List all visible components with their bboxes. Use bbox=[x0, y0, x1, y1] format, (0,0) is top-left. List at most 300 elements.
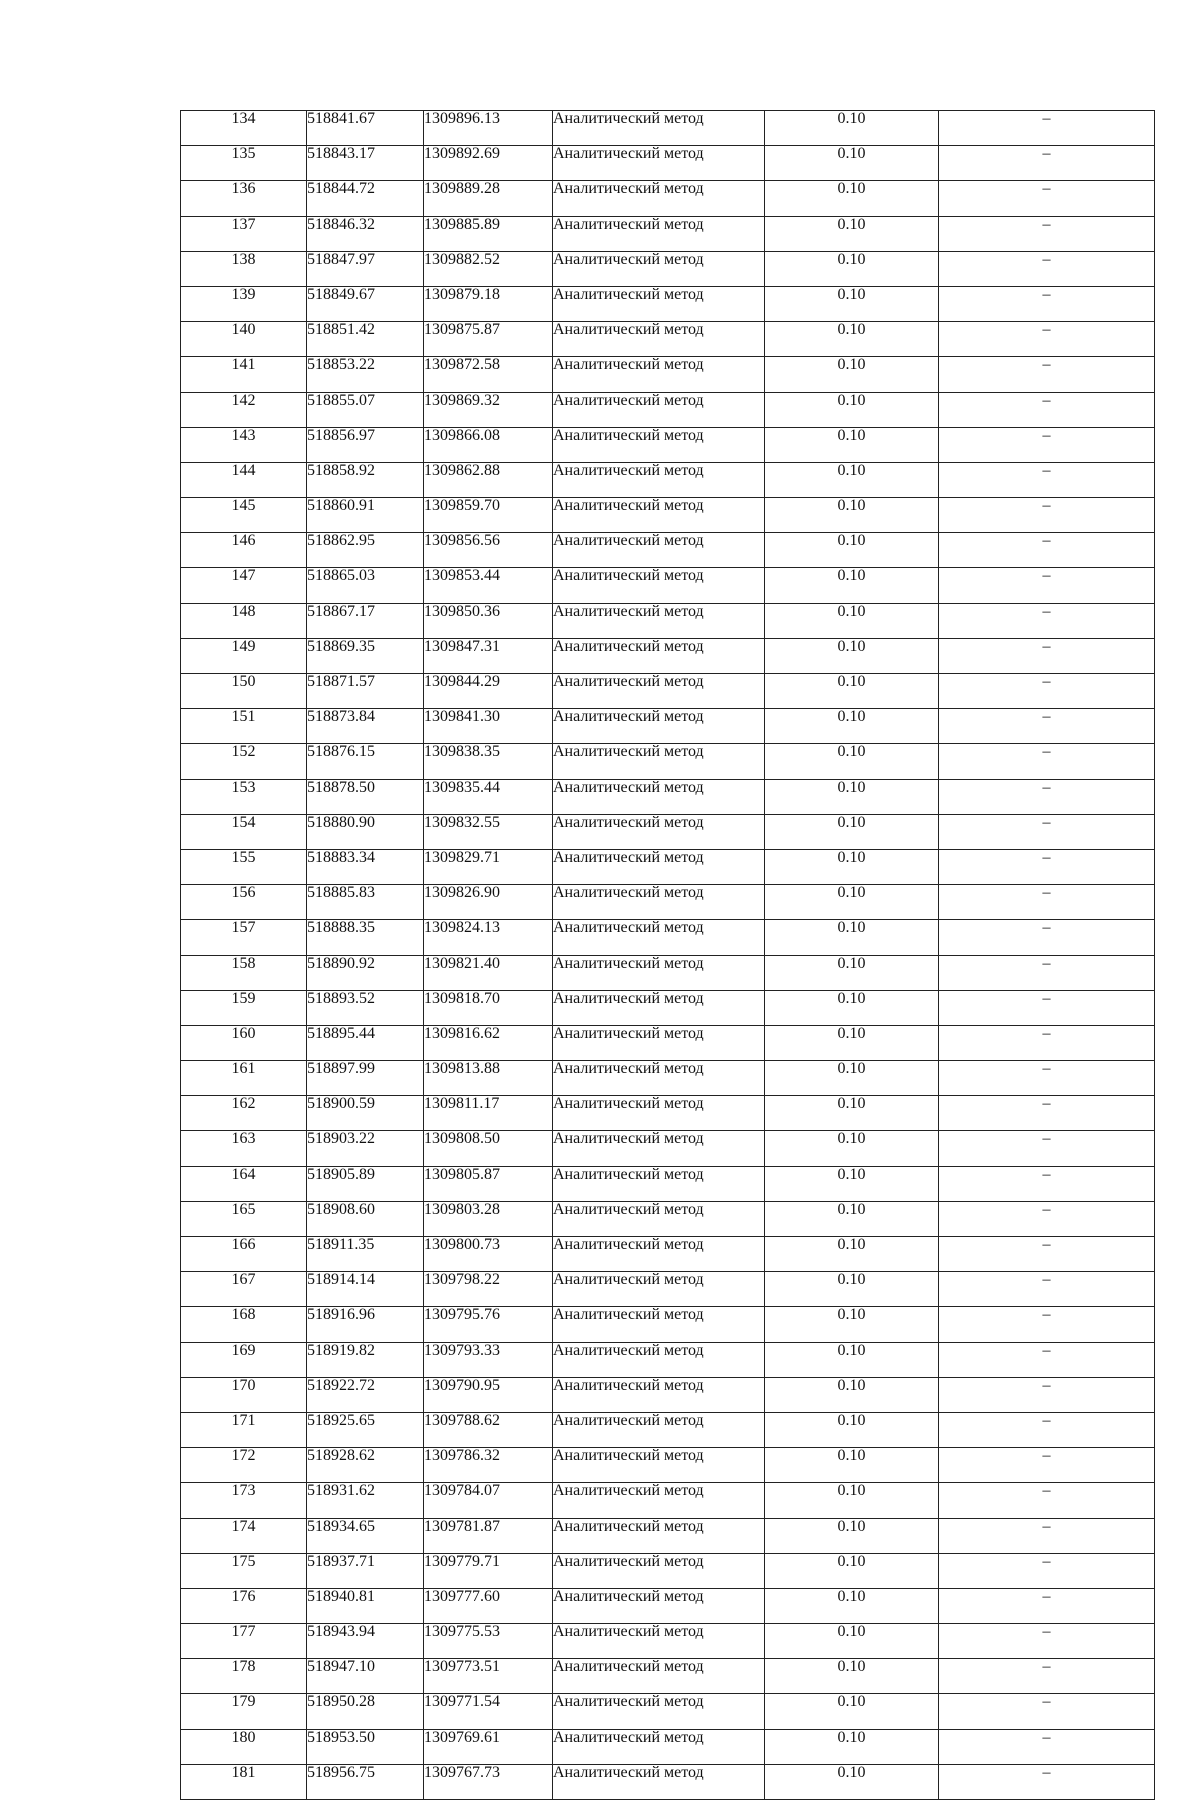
point-number-cell: 156 bbox=[181, 885, 307, 920]
y-coordinate-cell: 1309777.60 bbox=[424, 1588, 553, 1623]
method-cell: Аналитический метод bbox=[553, 1272, 765, 1307]
x-coordinate-cell: 518922.72 bbox=[307, 1377, 424, 1412]
point-number-cell: 160 bbox=[181, 1025, 307, 1060]
accuracy-cell: 0.10 bbox=[765, 814, 939, 849]
x-coordinate-cell: 518911.35 bbox=[307, 1237, 424, 1272]
point-number-cell: 151 bbox=[181, 709, 307, 744]
point-number-cell: 161 bbox=[181, 1061, 307, 1096]
y-coordinate-cell: 1309847.31 bbox=[424, 638, 553, 673]
point-number-cell: 141 bbox=[181, 357, 307, 392]
table-row bbox=[181, 1764, 1155, 1799]
x-coordinate-cell: 518890.92 bbox=[307, 955, 424, 990]
point-number-cell: 152 bbox=[181, 744, 307, 779]
method-cell: Аналитический метод bbox=[553, 1237, 765, 1272]
y-coordinate-cell: 1309798.22 bbox=[424, 1272, 553, 1307]
x-coordinate-cell: 518895.44 bbox=[307, 1025, 424, 1060]
x-coordinate-cell: 518865.03 bbox=[307, 568, 424, 603]
note-cell: – bbox=[939, 990, 1155, 1025]
table-row bbox=[181, 1237, 1155, 1272]
x-coordinate-cell: 518883.34 bbox=[307, 849, 424, 884]
point-number-cell: 153 bbox=[181, 779, 307, 814]
note-cell: – bbox=[939, 498, 1155, 533]
table-row bbox=[181, 744, 1155, 779]
accuracy-cell: 0.10 bbox=[765, 1448, 939, 1483]
y-coordinate-cell: 1309844.29 bbox=[424, 674, 553, 709]
accuracy-cell: 0.10 bbox=[765, 603, 939, 638]
point-number-cell: 162 bbox=[181, 1096, 307, 1131]
x-coordinate-cell: 518916.96 bbox=[307, 1307, 424, 1342]
accuracy-cell: 0.10 bbox=[765, 251, 939, 286]
method-cell: Аналитический метод bbox=[553, 216, 765, 251]
note-cell: – bbox=[939, 181, 1155, 216]
table-row bbox=[181, 216, 1155, 251]
accuracy-cell: 0.10 bbox=[765, 322, 939, 357]
method-cell: Аналитический метод bbox=[553, 286, 765, 321]
y-coordinate-cell: 1309829.71 bbox=[424, 849, 553, 884]
point-number-cell: 175 bbox=[181, 1553, 307, 1588]
y-coordinate-cell: 1309853.44 bbox=[424, 568, 553, 603]
x-coordinate-cell: 518934.65 bbox=[307, 1518, 424, 1553]
point-number-cell: 134 bbox=[181, 111, 307, 146]
note-cell: – bbox=[939, 286, 1155, 321]
note-cell: – bbox=[939, 1764, 1155, 1799]
table-row bbox=[181, 603, 1155, 638]
method-cell: Аналитический метод bbox=[553, 638, 765, 673]
note-cell: – bbox=[939, 920, 1155, 955]
point-number-cell: 171 bbox=[181, 1412, 307, 1447]
table-row bbox=[181, 357, 1155, 392]
y-coordinate-cell: 1309767.73 bbox=[424, 1764, 553, 1799]
note-cell: – bbox=[939, 568, 1155, 603]
y-coordinate-cell: 1309835.44 bbox=[424, 779, 553, 814]
table-row bbox=[181, 1061, 1155, 1096]
coordinates-table-body bbox=[181, 111, 1155, 1800]
y-coordinate-cell: 1309821.40 bbox=[424, 955, 553, 990]
accuracy-cell: 0.10 bbox=[765, 216, 939, 251]
x-coordinate-cell: 518851.42 bbox=[307, 322, 424, 357]
method-cell: Аналитический метод bbox=[553, 674, 765, 709]
y-coordinate-cell: 1309769.61 bbox=[424, 1729, 553, 1764]
accuracy-cell: 0.10 bbox=[765, 1272, 939, 1307]
point-number-cell: 159 bbox=[181, 990, 307, 1025]
note-cell: – bbox=[939, 709, 1155, 744]
point-number-cell: 168 bbox=[181, 1307, 307, 1342]
accuracy-cell: 0.10 bbox=[765, 1307, 939, 1342]
accuracy-cell: 0.10 bbox=[765, 1412, 939, 1447]
method-cell: Аналитический метод bbox=[553, 1729, 765, 1764]
point-number-cell: 158 bbox=[181, 955, 307, 990]
point-number-cell: 142 bbox=[181, 392, 307, 427]
method-cell: Аналитический метод bbox=[553, 1588, 765, 1623]
table-row bbox=[181, 1729, 1155, 1764]
method-cell: Аналитический метод bbox=[553, 779, 765, 814]
accuracy-cell: 0.10 bbox=[765, 462, 939, 497]
point-number-cell: 178 bbox=[181, 1659, 307, 1694]
y-coordinate-cell: 1309793.33 bbox=[424, 1342, 553, 1377]
x-coordinate-cell: 518956.75 bbox=[307, 1764, 424, 1799]
accuracy-cell: 0.10 bbox=[765, 779, 939, 814]
method-cell: Аналитический метод bbox=[553, 1096, 765, 1131]
table-row bbox=[181, 885, 1155, 920]
note-cell: – bbox=[939, 1483, 1155, 1518]
note-cell: – bbox=[939, 427, 1155, 462]
method-cell: Аналитический метод bbox=[553, 1764, 765, 1799]
note-cell: – bbox=[939, 1624, 1155, 1659]
accuracy-cell: 0.10 bbox=[765, 1201, 939, 1236]
point-number-cell: 144 bbox=[181, 462, 307, 497]
method-cell: Аналитический метод bbox=[553, 111, 765, 146]
method-cell: Аналитический метод bbox=[553, 1483, 765, 1518]
accuracy-cell: 0.10 bbox=[765, 1659, 939, 1694]
y-coordinate-cell: 1309859.70 bbox=[424, 498, 553, 533]
y-coordinate-cell: 1309813.88 bbox=[424, 1061, 553, 1096]
accuracy-cell: 0.10 bbox=[765, 1025, 939, 1060]
table-row bbox=[181, 392, 1155, 427]
x-coordinate-cell: 518893.52 bbox=[307, 990, 424, 1025]
method-cell: Аналитический метод bbox=[553, 322, 765, 357]
x-coordinate-cell: 518928.62 bbox=[307, 1448, 424, 1483]
method-cell: Аналитический метод bbox=[553, 427, 765, 462]
y-coordinate-cell: 1309808.50 bbox=[424, 1131, 553, 1166]
x-coordinate-cell: 518943.94 bbox=[307, 1624, 424, 1659]
method-cell: Аналитический метод bbox=[553, 181, 765, 216]
table-row bbox=[181, 1096, 1155, 1131]
x-coordinate-cell: 518878.50 bbox=[307, 779, 424, 814]
point-number-cell: 170 bbox=[181, 1377, 307, 1412]
accuracy-cell: 0.10 bbox=[765, 286, 939, 321]
accuracy-cell: 0.10 bbox=[765, 392, 939, 427]
y-coordinate-cell: 1309775.53 bbox=[424, 1624, 553, 1659]
x-coordinate-cell: 518876.15 bbox=[307, 744, 424, 779]
note-cell: – bbox=[939, 744, 1155, 779]
y-coordinate-cell: 1309875.87 bbox=[424, 322, 553, 357]
accuracy-cell: 0.10 bbox=[765, 1131, 939, 1166]
accuracy-cell: 0.10 bbox=[765, 638, 939, 673]
accuracy-cell: 0.10 bbox=[765, 990, 939, 1025]
method-cell: Аналитический метод bbox=[553, 1025, 765, 1060]
method-cell: Аналитический метод bbox=[553, 1659, 765, 1694]
y-coordinate-cell: 1309838.35 bbox=[424, 744, 553, 779]
y-coordinate-cell: 1309786.32 bbox=[424, 1448, 553, 1483]
table-row bbox=[181, 146, 1155, 181]
x-coordinate-cell: 518897.99 bbox=[307, 1061, 424, 1096]
point-number-cell: 172 bbox=[181, 1448, 307, 1483]
x-coordinate-cell: 518905.89 bbox=[307, 1166, 424, 1201]
x-coordinate-cell: 518950.28 bbox=[307, 1694, 424, 1729]
table-row bbox=[181, 1166, 1155, 1201]
point-number-cell: 164 bbox=[181, 1166, 307, 1201]
note-cell: – bbox=[939, 462, 1155, 497]
accuracy-cell: 0.10 bbox=[765, 1729, 939, 1764]
y-coordinate-cell: 1309818.70 bbox=[424, 990, 553, 1025]
table-row bbox=[181, 1412, 1155, 1447]
point-number-cell: 181 bbox=[181, 1764, 307, 1799]
note-cell: – bbox=[939, 1553, 1155, 1588]
x-coordinate-cell: 518853.22 bbox=[307, 357, 424, 392]
note-cell: – bbox=[939, 1166, 1155, 1201]
note-cell: – bbox=[939, 814, 1155, 849]
point-number-cell: 155 bbox=[181, 849, 307, 884]
method-cell: Аналитический метод bbox=[553, 603, 765, 638]
point-number-cell: 135 bbox=[181, 146, 307, 181]
y-coordinate-cell: 1309805.87 bbox=[424, 1166, 553, 1201]
x-coordinate-cell: 518867.17 bbox=[307, 603, 424, 638]
method-cell: Аналитический метод bbox=[553, 1342, 765, 1377]
note-cell: – bbox=[939, 392, 1155, 427]
method-cell: Аналитический метод bbox=[553, 1131, 765, 1166]
method-cell: Аналитический метод bbox=[553, 1377, 765, 1412]
method-cell: Аналитический метод bbox=[553, 1518, 765, 1553]
point-number-cell: 163 bbox=[181, 1131, 307, 1166]
method-cell: Аналитический метод bbox=[553, 357, 765, 392]
method-cell: Аналитический метод bbox=[553, 1166, 765, 1201]
method-cell: Аналитический метод bbox=[553, 392, 765, 427]
method-cell: Аналитический метод bbox=[553, 744, 765, 779]
y-coordinate-cell: 1309779.71 bbox=[424, 1553, 553, 1588]
point-number-cell: 145 bbox=[181, 498, 307, 533]
table-row bbox=[181, 1307, 1155, 1342]
x-coordinate-cell: 518940.81 bbox=[307, 1588, 424, 1623]
note-cell: – bbox=[939, 638, 1155, 673]
y-coordinate-cell: 1309781.87 bbox=[424, 1518, 553, 1553]
note-cell: – bbox=[939, 779, 1155, 814]
table-row bbox=[181, 779, 1155, 814]
point-number-cell: 157 bbox=[181, 920, 307, 955]
note-cell: – bbox=[939, 1729, 1155, 1764]
note-cell: – bbox=[939, 1307, 1155, 1342]
x-coordinate-cell: 518953.50 bbox=[307, 1729, 424, 1764]
x-coordinate-cell: 518925.65 bbox=[307, 1412, 424, 1447]
y-coordinate-cell: 1309882.52 bbox=[424, 251, 553, 286]
accuracy-cell: 0.10 bbox=[765, 357, 939, 392]
note-cell: – bbox=[939, 146, 1155, 181]
accuracy-cell: 0.10 bbox=[765, 568, 939, 603]
accuracy-cell: 0.10 bbox=[765, 111, 939, 146]
table-row bbox=[181, 1483, 1155, 1518]
y-coordinate-cell: 1309824.13 bbox=[424, 920, 553, 955]
x-coordinate-cell: 518903.22 bbox=[307, 1131, 424, 1166]
y-coordinate-cell: 1309811.17 bbox=[424, 1096, 553, 1131]
accuracy-cell: 0.10 bbox=[765, 849, 939, 884]
method-cell: Аналитический метод bbox=[553, 1201, 765, 1236]
point-number-cell: 150 bbox=[181, 674, 307, 709]
table-row bbox=[181, 181, 1155, 216]
x-coordinate-cell: 518869.35 bbox=[307, 638, 424, 673]
note-cell: – bbox=[939, 216, 1155, 251]
point-number-cell: 147 bbox=[181, 568, 307, 603]
note-cell: – bbox=[939, 849, 1155, 884]
x-coordinate-cell: 518931.62 bbox=[307, 1483, 424, 1518]
note-cell: – bbox=[939, 603, 1155, 638]
method-cell: Аналитический метод bbox=[553, 955, 765, 990]
accuracy-cell: 0.10 bbox=[765, 427, 939, 462]
y-coordinate-cell: 1309790.95 bbox=[424, 1377, 553, 1412]
table-row bbox=[181, 1272, 1155, 1307]
x-coordinate-cell: 518849.67 bbox=[307, 286, 424, 321]
method-cell: Аналитический метод bbox=[553, 885, 765, 920]
note-cell: – bbox=[939, 955, 1155, 990]
point-number-cell: 169 bbox=[181, 1342, 307, 1377]
x-coordinate-cell: 518843.17 bbox=[307, 146, 424, 181]
accuracy-cell: 0.10 bbox=[765, 674, 939, 709]
table-row bbox=[181, 1624, 1155, 1659]
method-cell: Аналитический метод bbox=[553, 990, 765, 1025]
accuracy-cell: 0.10 bbox=[765, 1624, 939, 1659]
x-coordinate-cell: 518841.67 bbox=[307, 111, 424, 146]
table-row bbox=[181, 1377, 1155, 1412]
point-number-cell: 154 bbox=[181, 814, 307, 849]
table-row bbox=[181, 286, 1155, 321]
point-number-cell: 165 bbox=[181, 1201, 307, 1236]
y-coordinate-cell: 1309771.54 bbox=[424, 1694, 553, 1729]
point-number-cell: 137 bbox=[181, 216, 307, 251]
method-cell: Аналитический метод bbox=[553, 1694, 765, 1729]
point-number-cell: 176 bbox=[181, 1588, 307, 1623]
point-number-cell: 138 bbox=[181, 251, 307, 286]
table-row bbox=[181, 533, 1155, 568]
y-coordinate-cell: 1309816.62 bbox=[424, 1025, 553, 1060]
table-row bbox=[181, 814, 1155, 849]
accuracy-cell: 0.10 bbox=[765, 533, 939, 568]
y-coordinate-cell: 1309784.07 bbox=[424, 1483, 553, 1518]
method-cell: Аналитический метод bbox=[553, 1448, 765, 1483]
method-cell: Аналитический метод bbox=[553, 533, 765, 568]
table-row bbox=[181, 638, 1155, 673]
table-row bbox=[181, 1025, 1155, 1060]
point-number-cell: 140 bbox=[181, 322, 307, 357]
y-coordinate-cell: 1309872.58 bbox=[424, 357, 553, 392]
y-coordinate-cell: 1309862.88 bbox=[424, 462, 553, 497]
table-row bbox=[181, 849, 1155, 884]
method-cell: Аналитический метод bbox=[553, 1307, 765, 1342]
accuracy-cell: 0.10 bbox=[765, 1553, 939, 1588]
accuracy-cell: 0.10 bbox=[765, 1166, 939, 1201]
note-cell: – bbox=[939, 1237, 1155, 1272]
note-cell: – bbox=[939, 357, 1155, 392]
table-row bbox=[181, 709, 1155, 744]
table-row bbox=[181, 1694, 1155, 1729]
table-row bbox=[181, 1342, 1155, 1377]
table-row bbox=[181, 111, 1155, 146]
note-cell: – bbox=[939, 1061, 1155, 1096]
note-cell: – bbox=[939, 1588, 1155, 1623]
accuracy-cell: 0.10 bbox=[765, 1237, 939, 1272]
accuracy-cell: 0.10 bbox=[765, 1518, 939, 1553]
accuracy-cell: 0.10 bbox=[765, 498, 939, 533]
method-cell: Аналитический метод bbox=[553, 709, 765, 744]
accuracy-cell: 0.10 bbox=[765, 1764, 939, 1799]
method-cell: Аналитический метод bbox=[553, 498, 765, 533]
x-coordinate-cell: 518947.10 bbox=[307, 1659, 424, 1694]
note-cell: – bbox=[939, 1342, 1155, 1377]
table-row bbox=[181, 1588, 1155, 1623]
accuracy-cell: 0.10 bbox=[765, 181, 939, 216]
point-number-cell: 143 bbox=[181, 427, 307, 462]
accuracy-cell: 0.10 bbox=[765, 744, 939, 779]
point-number-cell: 149 bbox=[181, 638, 307, 673]
x-coordinate-cell: 518862.95 bbox=[307, 533, 424, 568]
note-cell: – bbox=[939, 1272, 1155, 1307]
y-coordinate-cell: 1309856.56 bbox=[424, 533, 553, 568]
point-number-cell: 146 bbox=[181, 533, 307, 568]
point-number-cell: 180 bbox=[181, 1729, 307, 1764]
y-coordinate-cell: 1309841.30 bbox=[424, 709, 553, 744]
point-number-cell: 173 bbox=[181, 1483, 307, 1518]
note-cell: – bbox=[939, 674, 1155, 709]
method-cell: Аналитический метод bbox=[553, 849, 765, 884]
y-coordinate-cell: 1309889.28 bbox=[424, 181, 553, 216]
y-coordinate-cell: 1309892.69 bbox=[424, 146, 553, 181]
table-row bbox=[181, 498, 1155, 533]
note-cell: – bbox=[939, 1096, 1155, 1131]
x-coordinate-cell: 518846.32 bbox=[307, 216, 424, 251]
x-coordinate-cell: 518919.82 bbox=[307, 1342, 424, 1377]
x-coordinate-cell: 518880.90 bbox=[307, 814, 424, 849]
x-coordinate-cell: 518937.71 bbox=[307, 1553, 424, 1588]
x-coordinate-cell: 518847.97 bbox=[307, 251, 424, 286]
y-coordinate-cell: 1309803.28 bbox=[424, 1201, 553, 1236]
x-coordinate-cell: 518885.83 bbox=[307, 885, 424, 920]
y-coordinate-cell: 1309832.55 bbox=[424, 814, 553, 849]
accuracy-cell: 0.10 bbox=[765, 1694, 939, 1729]
x-coordinate-cell: 518855.07 bbox=[307, 392, 424, 427]
table-row bbox=[181, 920, 1155, 955]
note-cell: – bbox=[939, 1412, 1155, 1447]
table-row bbox=[181, 955, 1155, 990]
table-row bbox=[181, 1448, 1155, 1483]
table-row bbox=[181, 322, 1155, 357]
point-number-cell: 167 bbox=[181, 1272, 307, 1307]
table-row bbox=[181, 674, 1155, 709]
point-number-cell: 166 bbox=[181, 1237, 307, 1272]
note-cell: – bbox=[939, 1377, 1155, 1412]
method-cell: Аналитический метод bbox=[553, 920, 765, 955]
method-cell: Аналитический метод bbox=[553, 1412, 765, 1447]
accuracy-cell: 0.10 bbox=[765, 955, 939, 990]
point-number-cell: 174 bbox=[181, 1518, 307, 1553]
table-row bbox=[181, 1659, 1155, 1694]
note-cell: – bbox=[939, 1518, 1155, 1553]
point-number-cell: 148 bbox=[181, 603, 307, 638]
accuracy-cell: 0.10 bbox=[765, 1377, 939, 1412]
note-cell: – bbox=[939, 1694, 1155, 1729]
accuracy-cell: 0.10 bbox=[765, 1483, 939, 1518]
table-row bbox=[181, 1518, 1155, 1553]
note-cell: – bbox=[939, 1131, 1155, 1166]
coordinates-table bbox=[180, 110, 1155, 1800]
y-coordinate-cell: 1309800.73 bbox=[424, 1237, 553, 1272]
accuracy-cell: 0.10 bbox=[765, 146, 939, 181]
point-number-cell: 179 bbox=[181, 1694, 307, 1729]
x-coordinate-cell: 518860.91 bbox=[307, 498, 424, 533]
table-row bbox=[181, 251, 1155, 286]
table-row bbox=[181, 990, 1155, 1025]
note-cell: – bbox=[939, 533, 1155, 568]
point-number-cell: 139 bbox=[181, 286, 307, 321]
y-coordinate-cell: 1309866.08 bbox=[424, 427, 553, 462]
method-cell: Аналитический метод bbox=[553, 814, 765, 849]
y-coordinate-cell: 1309879.18 bbox=[424, 286, 553, 321]
x-coordinate-cell: 518856.97 bbox=[307, 427, 424, 462]
accuracy-cell: 0.10 bbox=[765, 1061, 939, 1096]
x-coordinate-cell: 518844.72 bbox=[307, 181, 424, 216]
point-number-cell: 136 bbox=[181, 181, 307, 216]
accuracy-cell: 0.10 bbox=[765, 1096, 939, 1131]
x-coordinate-cell: 518858.92 bbox=[307, 462, 424, 497]
method-cell: Аналитический метод bbox=[553, 1624, 765, 1659]
x-coordinate-cell: 518914.14 bbox=[307, 1272, 424, 1307]
note-cell: – bbox=[939, 111, 1155, 146]
